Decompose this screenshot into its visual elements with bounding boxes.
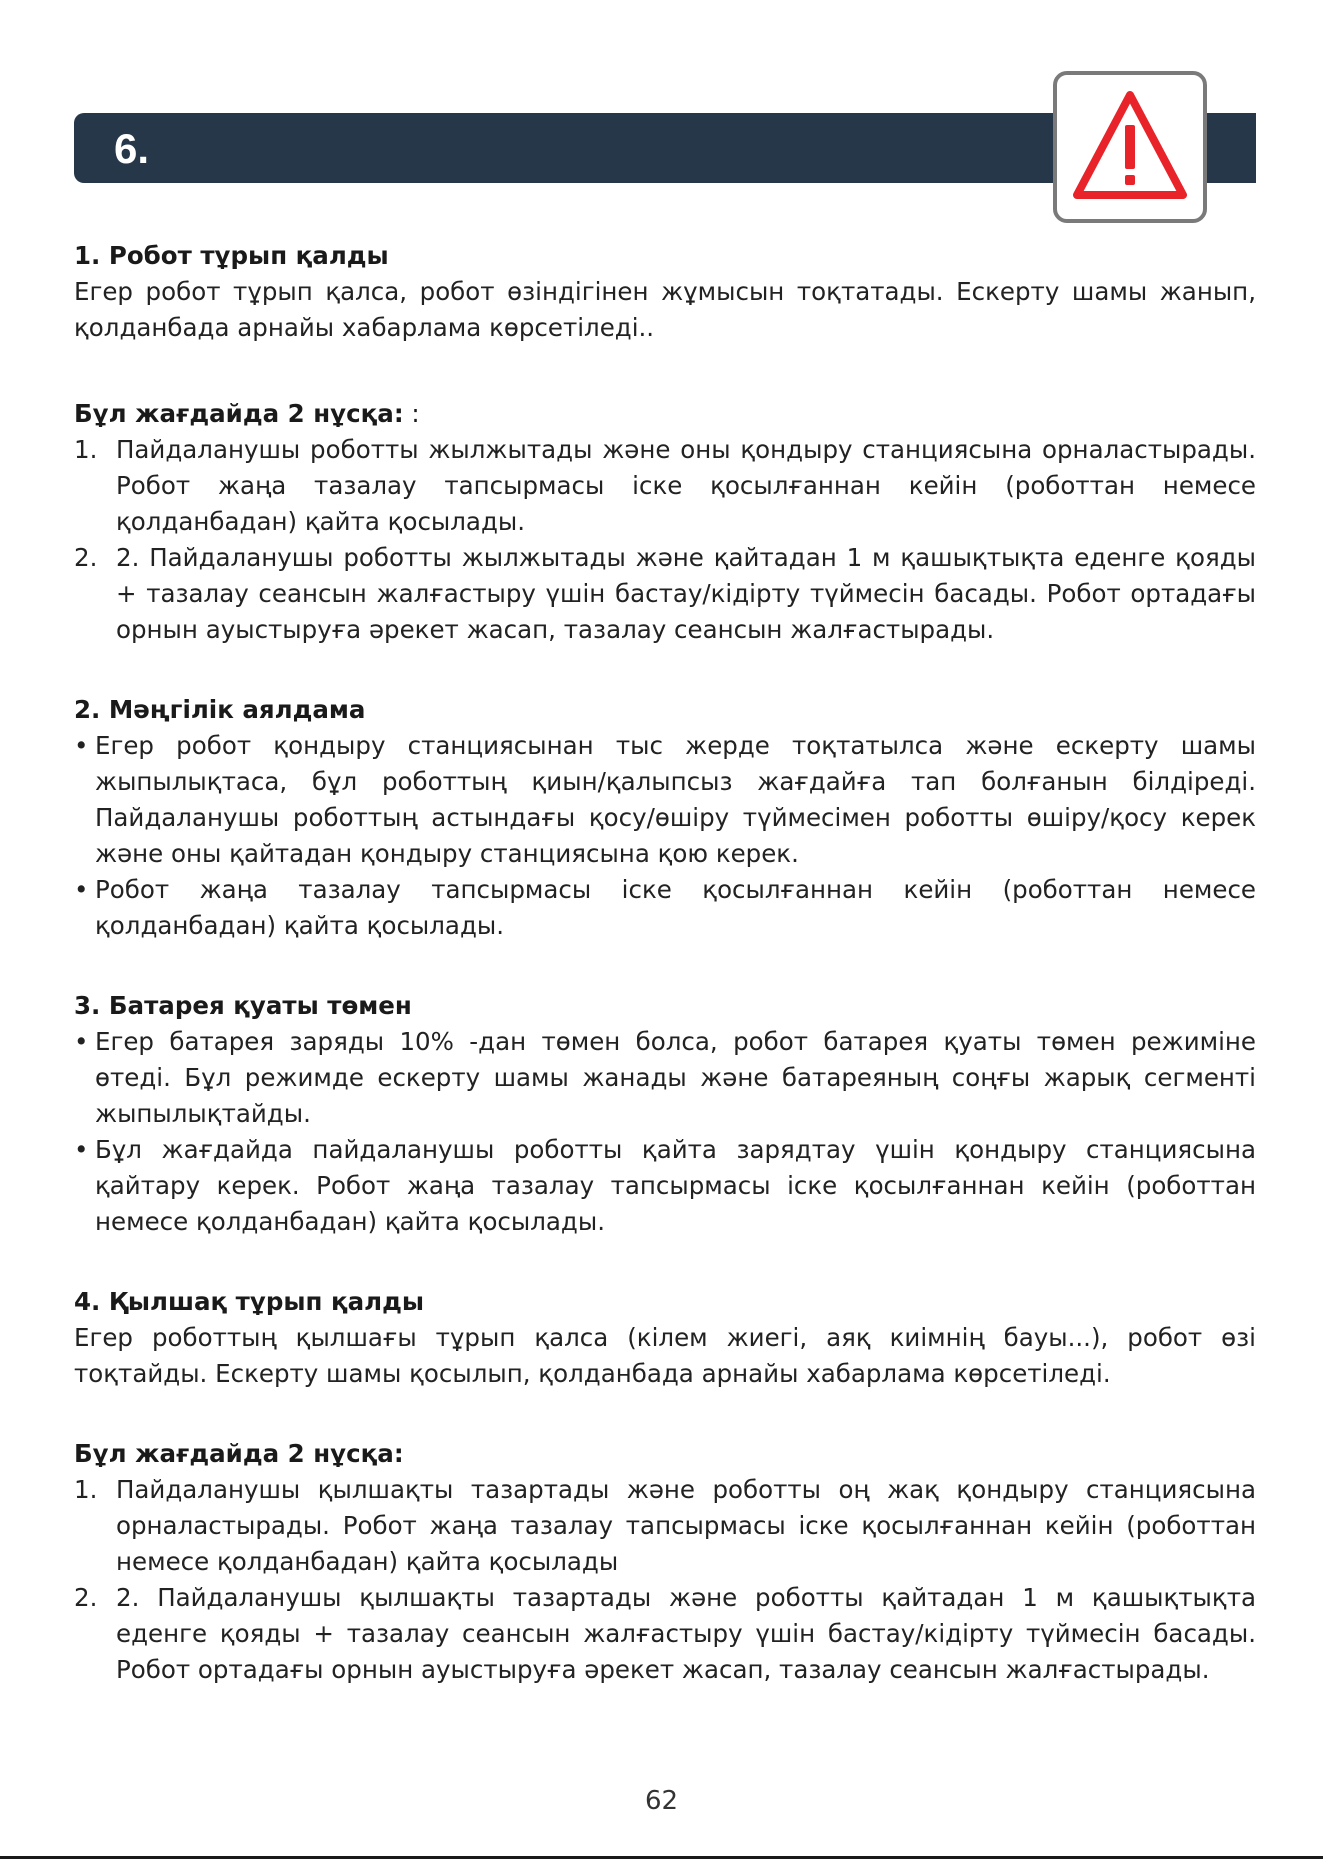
warning-icon-box <box>1053 71 1207 223</box>
list-item <box>74 1024 1256 1132</box>
list-marker: 2. <box>74 543 98 572</box>
bullet-list <box>74 728 1256 944</box>
section-two-options <box>74 396 1256 648</box>
section-title: 4. Қылшақ тұрып қалды <box>74 1287 425 1316</box>
list-item-text: 2. Пайдаланушы қылшақты тазартады және роботты қайтадан 1 м қашықтықта еденге қояды + тазалау сеансын жалғастыру үшін бастау/кідірту түймесін басады. Робот ортадағы орнын ауыстыруға әрекет жасап, тазалау сеансын жалғастырады. <box>116 1583 1256 1684</box>
list-item <box>74 728 1256 872</box>
list-item <box>74 540 1256 648</box>
subtitle-suffix: : <box>403 399 420 428</box>
bullet-list <box>74 1024 1256 1240</box>
bullet-marker: • <box>74 1027 89 1056</box>
section-subtitle <box>74 396 1256 432</box>
bullet-marker: • <box>74 875 89 904</box>
list-item-text: Пайдаланушы роботты жылжытады және оны қондыру станциясына орналастырады. Робот жаңа тазалау тапсырмасы іске қосылғаннан кейін (роботтан немесе қолданбадан) қайта қосылады. <box>116 435 1256 536</box>
list-item <box>74 1580 1256 1688</box>
list-item <box>74 1472 1256 1580</box>
list-item <box>74 872 1256 944</box>
list-item <box>74 432 1256 540</box>
bullet-marker: • <box>74 1135 89 1164</box>
list-item-text: Егер батарея заряды 10% -дан төмен болса, робот батарея қуаты төмен режиміне өтеді. Бұл режимде ескерту шамы жанады және батареяның соңғы жарық сегменті жыпылықтайды. <box>95 1027 1256 1128</box>
list-item-text: Пайдаланушы қылшақты тазартады және роботты оң жақ қондыру станциясына орналастырады. Робот жаңа тазалау тапсырмасы іске қосылғаннан кейін (роботтан немесе қолданбадан) қайта қосылады <box>116 1475 1256 1576</box>
numbered-list <box>74 432 1256 648</box>
numbered-list <box>74 1472 1256 1688</box>
section-low-battery <box>74 988 1256 1240</box>
section-paragraph: Егер робот тұрып қалса, робот өзіндігінен жұмысын тоқтатады. Ескерту шамы жанып, қолданбада арнайы хабарлама көрсетіледі.. <box>74 277 1256 342</box>
section-subtitle: Бұл жағдайда 2 нұсқа: <box>74 1439 404 1468</box>
bottom-rule <box>0 1856 1323 1859</box>
list-item-text: Бұл жағдайда пайдаланушы роботты қайта зарядтау үшін қондыру станциясына қайтару керек. Робот жаңа тазалау тапсырмасы іске қосылғаннан кейін (роботтан немесе қолданбадан) қайта қосылады. <box>95 1135 1256 1236</box>
list-marker: 1. <box>74 1475 98 1504</box>
warning-triangle-icon <box>1069 87 1191 207</box>
section-two-options-brush <box>74 1436 1256 1688</box>
subtitle-text: Бұл жағдайда 2 нұсқа: <box>74 399 404 428</box>
list-item-text: Робот жаңа тазалау тапсырмасы іске қосылғаннан кейін (роботтан немесе қолданбадан) қайта қосылады. <box>95 875 1256 940</box>
list-item <box>74 1132 1256 1240</box>
section-permanent-stop <box>74 692 1256 944</box>
section-title: 2. Мәңгілік аялдама <box>74 695 366 724</box>
section-paragraph: Егер роботтың қылшағы тұрып қалса (кілем жиегі, аяқ киімнің бауы...), робот өзі тоқтайды. Ескерту шамы қосылып, қолданбада арнайы хабарлама көрсетіледі. <box>74 1323 1256 1388</box>
section-brush-stuck <box>74 1284 1256 1392</box>
list-item-text: 2. Пайдаланушы роботты жылжытады және қайтадан 1 м қашықтықта еденге қояды + тазалау сеансын жалғастыру үшін бастау/кідірту түймесін басады. Робот ортадағы орнын ауыстыруға әрекет жасап, тазалау сеансын жалғастырады. <box>116 543 1256 644</box>
section-robot-stuck <box>74 238 1256 346</box>
section-title: 1. Робот тұрып қалды <box>74 241 389 270</box>
page-content <box>74 238 1256 1688</box>
page-number: 62 <box>644 1786 679 1816</box>
list-item-text: Егер робот қондыру станциясынан тыс жерде тоқтатылса және ескерту шамы жыпылықтаса, бұл роботтың қиын/қалыпсыз жағдайға тап болғанын білдіреді. Пайдаланушы роботтың астындағы қосу/өшіру түймесімен роботты өшіру/қосу керек және оны қайтадан қондыру станциясына қою керек. <box>95 731 1256 868</box>
bullet-marker: • <box>74 731 89 760</box>
chapter-number: 6. <box>114 125 150 172</box>
list-marker: 2. <box>74 1583 98 1612</box>
section-title: 3. Батарея қуаты төмен <box>74 991 412 1020</box>
list-marker: 1. <box>74 435 98 464</box>
